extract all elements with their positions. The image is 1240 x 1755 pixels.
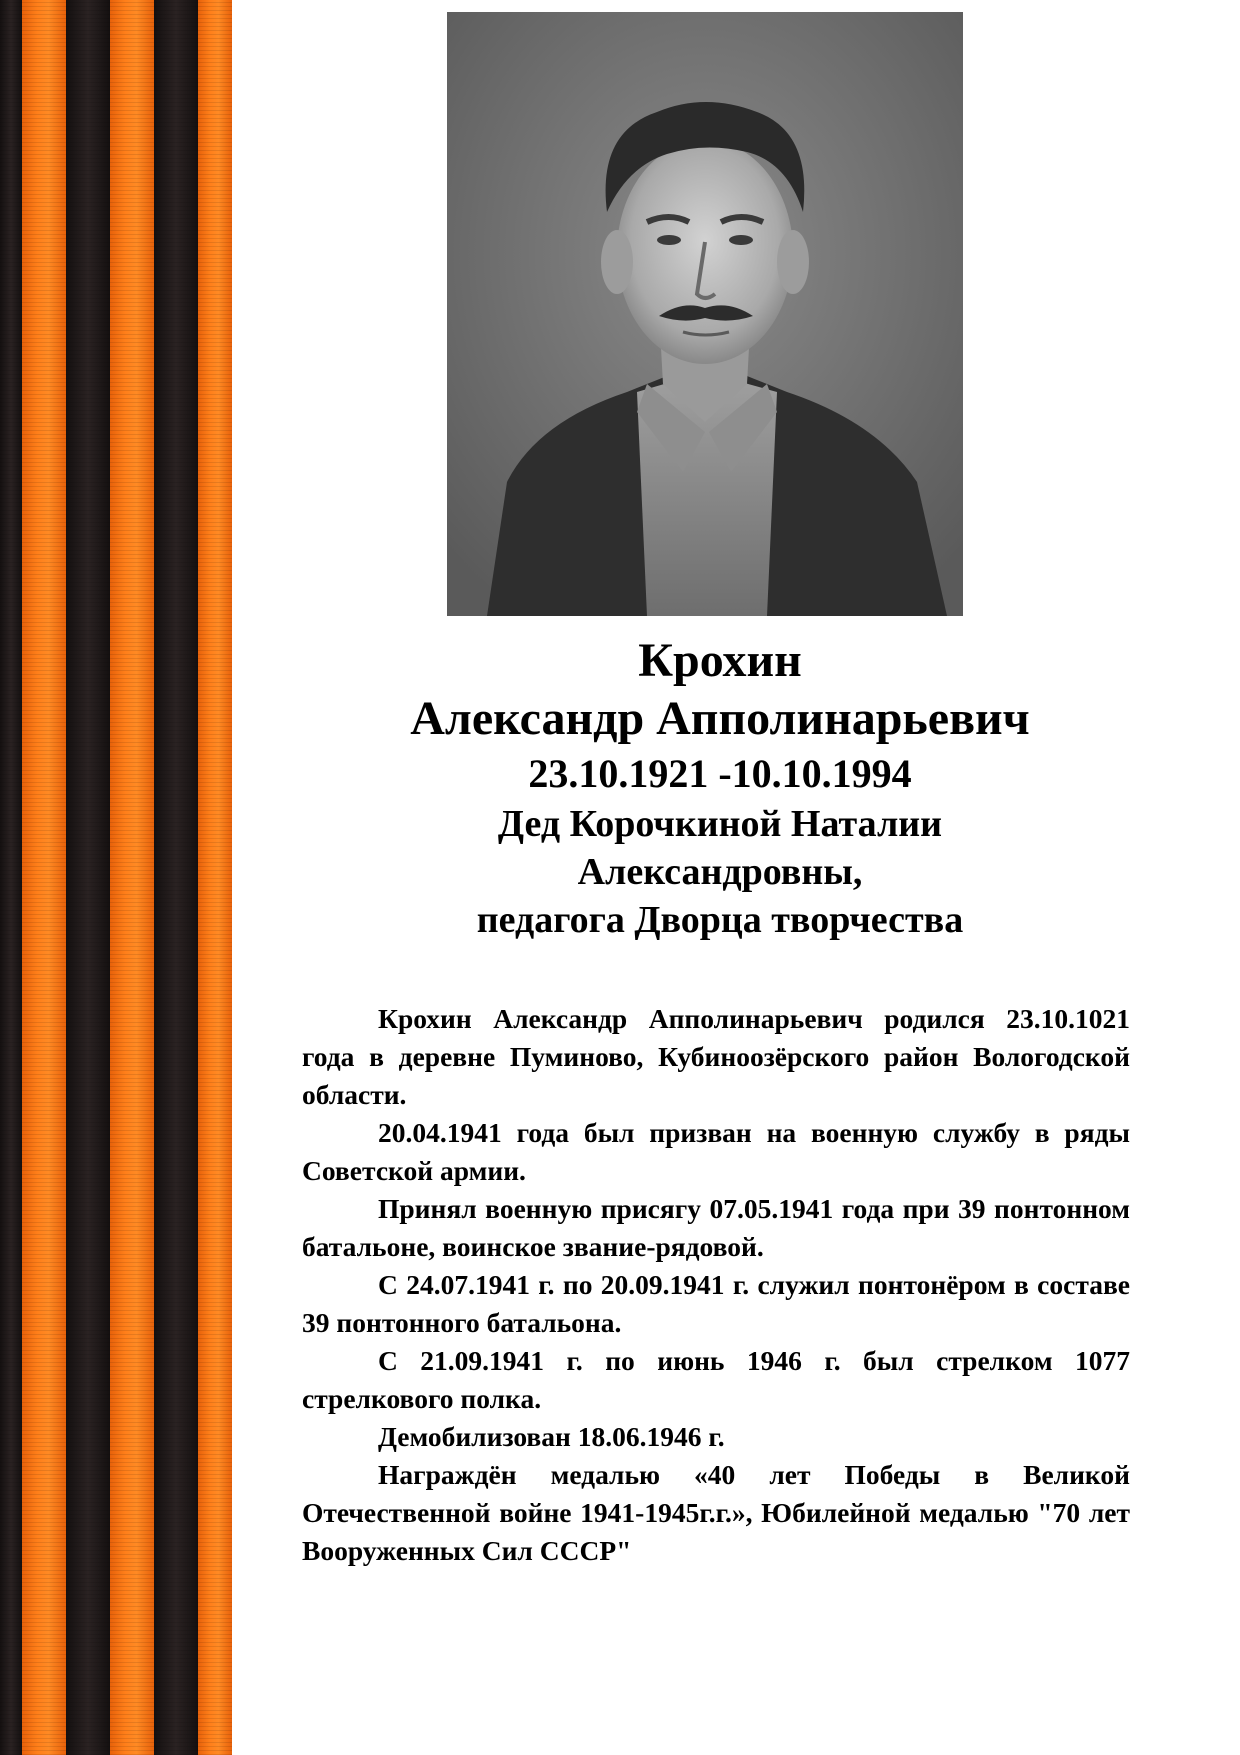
biography [302, 1000, 1130, 1570]
ribbon-stripe-orange [198, 0, 232, 1755]
person-header [260, 632, 1180, 944]
portrait-photo-icon [447, 12, 963, 616]
portrait-photo [447, 12, 963, 616]
relation-line-3: педагога Дворца творчества [476, 899, 964, 941]
full-name: Александр Апполинарьевич [410, 692, 1030, 745]
bio-paragraph: Крохин Александр Апполинарьевич родился 23.10.1021 года в деревне Пуминово, Кубиноозёрского район Вологодской области. [302, 1003, 1130, 1110]
st-george-ribbon [0, 0, 232, 1755]
relation-line-2: Александровны, [577, 851, 863, 893]
bio-paragraph: Принял военную присягу 07.05.1941 года при 39 понтонном батальоне, воинское звание-рядовой. [302, 1193, 1130, 1262]
bio-paragraph: С 21.09.1941 г. по июнь 1946 г. был стрелком 1077 стрелкового полка. [302, 1345, 1130, 1414]
ribbon-stripe-orange [110, 0, 154, 1755]
bio-paragraph: Награждён медалью «40 лет Победы в Великой Отечественной войне 1941-1945г.г.», Юбилейной медалью "70 лет Вооруженных Сил СССР" [302, 1459, 1130, 1566]
ribbon-stripe-black [0, 0, 22, 1755]
ribbon-stripe-black [154, 0, 198, 1755]
bio-paragraph: С 24.07.1941 г. по 20.09.1941 г. служил понтонёром в составе 39 понтонного батальона. [302, 1269, 1130, 1338]
life-dates: 23.10.1921 -10.10.1994 [528, 751, 912, 796]
relation-line-1: Дед Корочкиной Наталии [497, 803, 943, 845]
ribbon-stripe-orange [22, 0, 66, 1755]
surname: Крохин [638, 634, 802, 687]
ribbon-stripe-black [66, 0, 110, 1755]
bio-paragraph: 20.04.1941 года был призван на военную службу в ряды Советской армии. [302, 1117, 1130, 1186]
bio-paragraph: Демобилизован 18.06.1946 г. [378, 1421, 725, 1452]
